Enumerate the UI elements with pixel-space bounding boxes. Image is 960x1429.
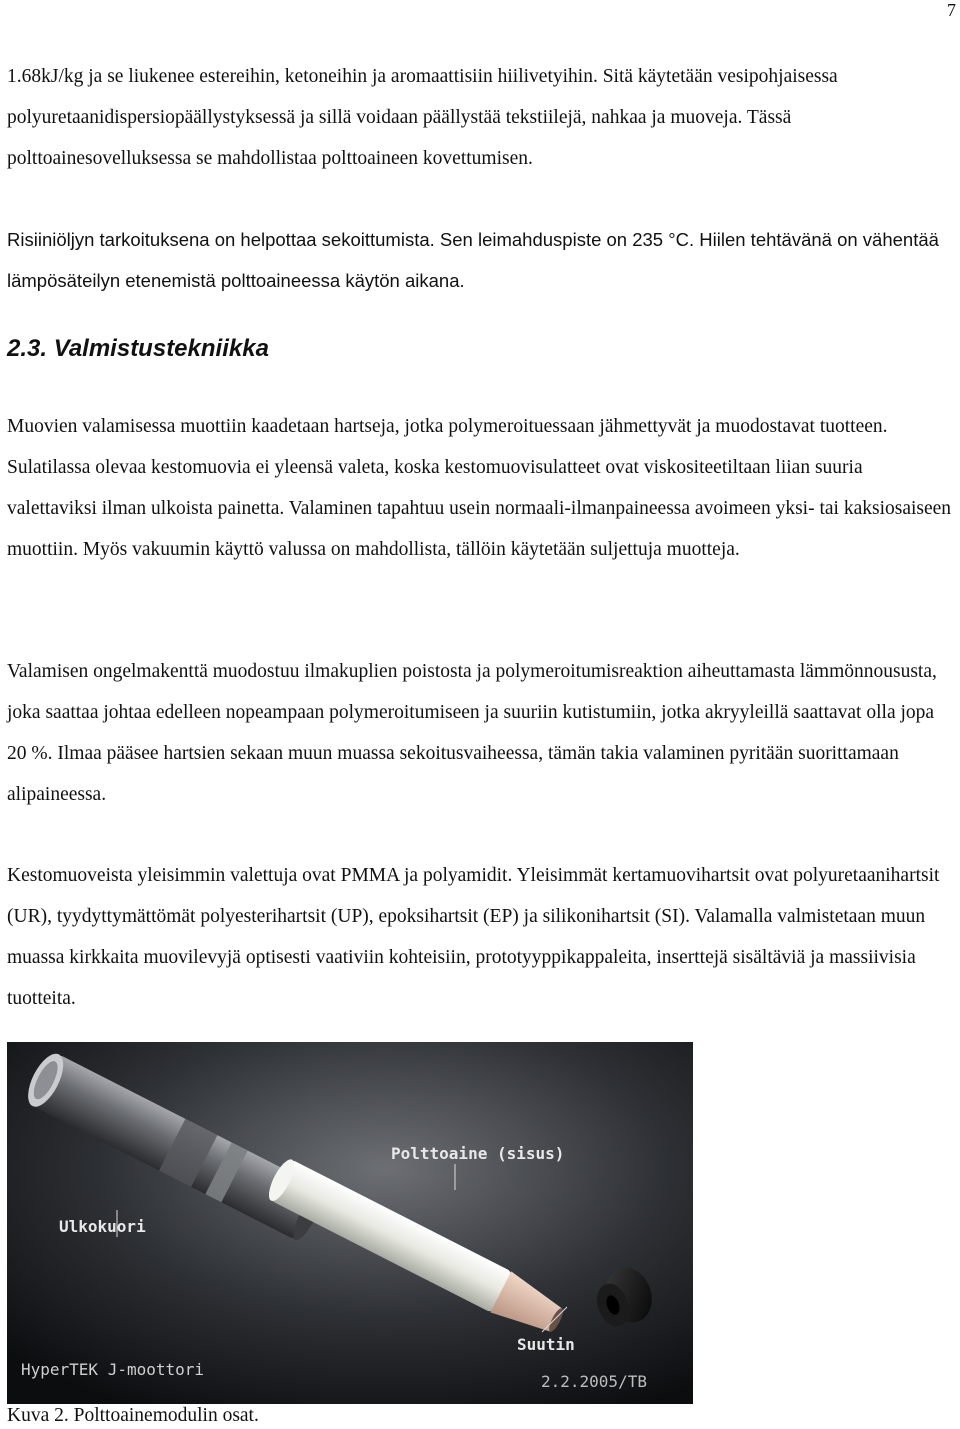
paragraph-casting-problems: Valamisen ongelmakenttä muodostuu ilmakuplien poistosta ja polymeroitumisreaktion aiheuttamasta lämmönnoususta, joka saattaa johtaa edelleen nopeampaan polymeroitumiseen ja suuriin kutistumiin, jotka akryyleillä saattavat olla jopa 20 %. Ilmaa pääsee hartsien sekaan muun muassa sekoitusvaiheessa, tämän takia valaminen pyritään suorittamaan alipaineessa. (7, 661, 937, 805)
paragraph-castor-oil: Risiiniöljyn tarkoituksena on helpottaa sekoittumista. Sen leimahduspiste on 235 °C. Hiilen tehtävänä on vähentää lämpösäteilyn etenemistä polttoaineessa käytön aikana. (7, 229, 939, 291)
nozzle-label: Suutin (517, 1335, 575, 1354)
paragraph-thermoplastics: Kestomuoveista yleisimmin valettuja ovat PMMA ja polyamidit. Yleisimmät kertamuovihartsit ovat polyuretaanihartsit (UR), tyydyttymättömät polyesterihartsit (UP), epoksihartsit (EP) ja silikonihartsit (SI). Valamalla valmistetaan muun muassa kirkkaita muovilevyjä optisesti vaativiin kohteisiin, prototyyppikappaleita, inserttejä sisältäviä ja massiivisia tuotteita. (7, 865, 940, 1009)
fuel-module-figure (7, 1042, 693, 1404)
shell-label: Ulkokuori (59, 1217, 146, 1236)
paragraph-casting: Muovien valamisessa muottiin kaadetaan hartseja, jotka polymeroituessaan jähmettyvät ja muodostavat tuotteen. Sulatilassa olevaa kestomuovia ei yleensä valeta, koska kestomuovisulatteet ovat viskositeetiltaan liian suuria valettaviksi ilman ulkoista painetta. Valaminen tapahtuu usein normaali-ilmanpaineessa avoimeen yksi- tai kaksiosaiseen muottiin. Myös vakuumin käyttö valussa on mahdollista, tällöin käytetään suljettuja muotteja. (7, 416, 952, 560)
figure-watermark-title: HyperTEK J-moottori (21, 1360, 205, 1379)
paragraph-intro: 1.68kJ/kg ja se liukenee estereihin, ketoneihin ja aromaattisiin hiilivetyihin. Sitä käytetään vesipohjaisessa polyuretaanidispersiopäällystyksessä ja sillä voidaan päällystää tekstiilejä, nahkaa ja muoveja. Tässä polttoainesovelluksessa se mahdollistaa polttoaineen kovettumisen. (7, 66, 838, 169)
figure-watermark-date: 2.2.2005/TB (541, 1372, 647, 1391)
section-heading: 2.3. Valmistustekniikka (7, 335, 269, 362)
figure-caption: Kuva 2. Polttoainemodulin osat. (7, 1405, 259, 1426)
fuel-label: Polttoaine (sisus) (391, 1144, 565, 1163)
page-number: 7 (947, 0, 956, 20)
